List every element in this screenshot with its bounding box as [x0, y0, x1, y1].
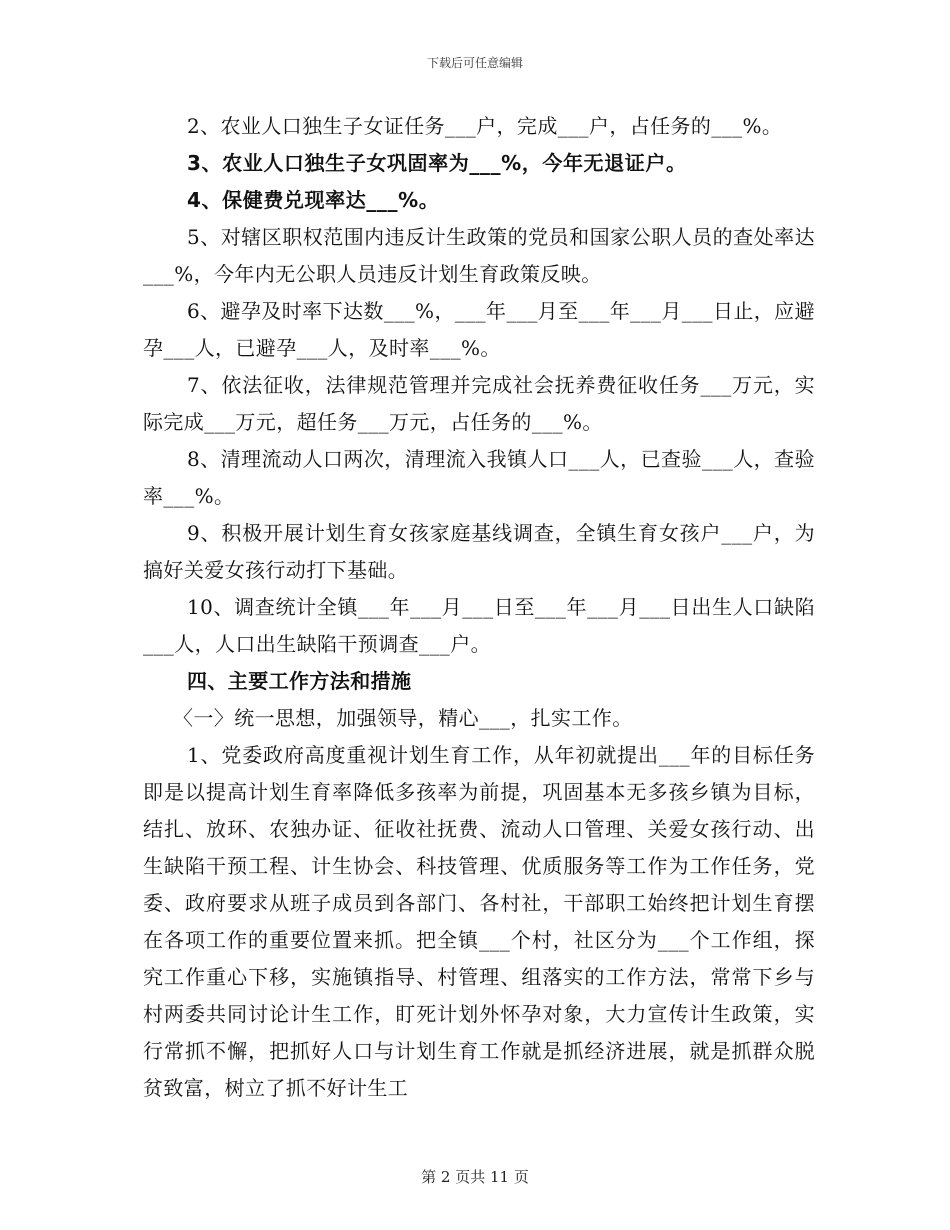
document-body [143, 108, 815, 1107]
paragraph: 3、农业人口独生子女巩固率为___%，今年无退证户。 [187, 151, 687, 175]
paragraph: 8、清理流动人口两次，清理流入我镇人口___人，已查验___人，查验率___%。 [143, 447, 815, 508]
paragraph: 7、依法征收，法律规范管理并完成社会抚养费征收任务___万元，实际完成___万元，超任务___万元，占任务的___%。 [143, 373, 815, 434]
page-header: 下载后可任意编辑 [426, 56, 523, 70]
page-footer: 第 2 页共 11 页 [421, 1168, 529, 1186]
paragraph: 5、对辖区职权范围内违反计生政策的党员和国家公职人员的查处率达___%，今年内无公职人员违反计划生育政策反映。 [143, 225, 815, 286]
paragraph: 2、农业人口独生子女证任务___户，完成___户，占任务的___%。 [187, 114, 783, 138]
paragraph: 6、避孕及时率下达数___%，___年___月至___年___月___日止，应避孕___人，已避孕___人，及时率___%。 [143, 299, 815, 360]
paragraph: 9、积极开展计划生育女孩家庭基线调查，全镇生育女孩户___户，为搞好关爱女孩行动打下基础。 [143, 521, 815, 582]
paragraph: 1、党委政府高度重视计划生育工作，从年初就提出___年的目标任务即是以提高计划生育率降低多孩率为前提，巩固基本无多孩乡镇为目标，结扎、放环、农独办证、征收社抚费、流动人口管理、关爱女孩行动、出生缺陷干预工程、计生协会、科技管理、优质服务等工作为工作任务，党委、政府要求从班子成员到各部门、各村社，干部职工始终把计划生育摆在各项工作的重要位置来抓。把全镇___个村，社区分为___个工作组，探究工作重心下移，实施镇指导、村管理、组落实的工作方法，常常下乡与村两委共同讨论计生工作，盯死计划外怀孕对象，大力宣传计生政策，实行常抓不懈，把抓好人口与计划生育工作就是抓经济进展，就是抓群众脱贫致富，树立了抓不好计生工 [143, 743, 815, 1100]
subsection-heading: 〈一〉统一思想，加强领导，精心___，扎实工作。 [173, 706, 633, 730]
paragraph: 4、保健费兑现率达___%。 [187, 188, 440, 212]
paragraph: 10、调查统计全镇___年___月___日至___年___月___日出生人口缺陷___人，人口出生缺陷干预调查___户。 [143, 595, 815, 656]
section-heading: 四、主要工作方法和措施 [187, 669, 412, 693]
